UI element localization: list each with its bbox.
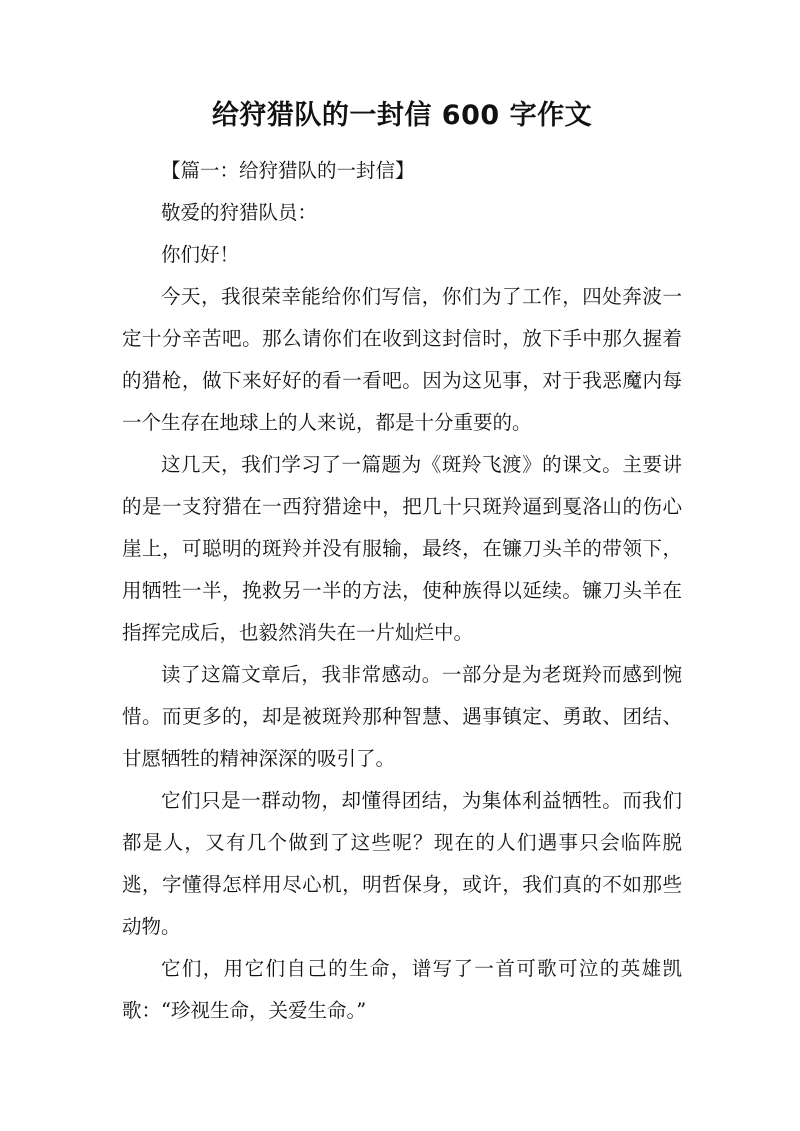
paragraph-2: 这几天，我们学习了一篇题为《斑羚飞渡》的课文。主要讲的是一支狩猎在一西狩猎途中，把几十只斑羚逼到戛洛山的伤心崖上，可聪明的斑羚并没有服输，最终，在镰刀头羊的带领下，用牺牲一半，挽救另一半的方法，使种族得以延续。镰刀头羊在指挥完成后，也毅然消失在一片灿烂中。 [122, 453, 682, 644]
salutation: 敬爱的狩猎队员： [161, 201, 318, 224]
greeting: 你们好！ [161, 243, 240, 266]
paragraph-1: 今天，我很荣幸能给你们写信，你们为了工作，四处奔波一定十分辛苦吧。那么请你们在收到这封信时，放下手中那久握着的猎枪，做下来好好的看一看吧。因为这见事，对于我恶魔内每一个生存在地球上的人来说，都是十分重要的。 [122, 285, 682, 434]
paragraph-3: 读了这篇文章后，我非常感动。一部分是为老斑羚而感到惋惜。而更多的，却是被斑羚那种智慧、遇事镇定、勇敢、团结、甘愿牺牲的精神深深的吸引了。 [122, 663, 682, 770]
paragraph-5: 它们，用它们自己的生命，谱写了一首可歌可泣的英雄凯歌：“珍视生命，关爱生命。” [122, 957, 682, 1022]
paragraph-4: 它们只是一群动物，却懂得团结，为集体利益牺牲。而我们都是人，又有几个做到了这些呢？现在的人们遇事只会临阵脱逃，字懂得怎样用尽心机，明哲保身，或许，我们真的不如那些动物。 [122, 789, 682, 938]
letter-body [122, 150, 682, 1032]
section-heading: 【篇一：给狩猎队的一封信】 [161, 159, 415, 182]
page-title: 给狩猎队的一封信 600 字作文 [211, 100, 593, 131]
